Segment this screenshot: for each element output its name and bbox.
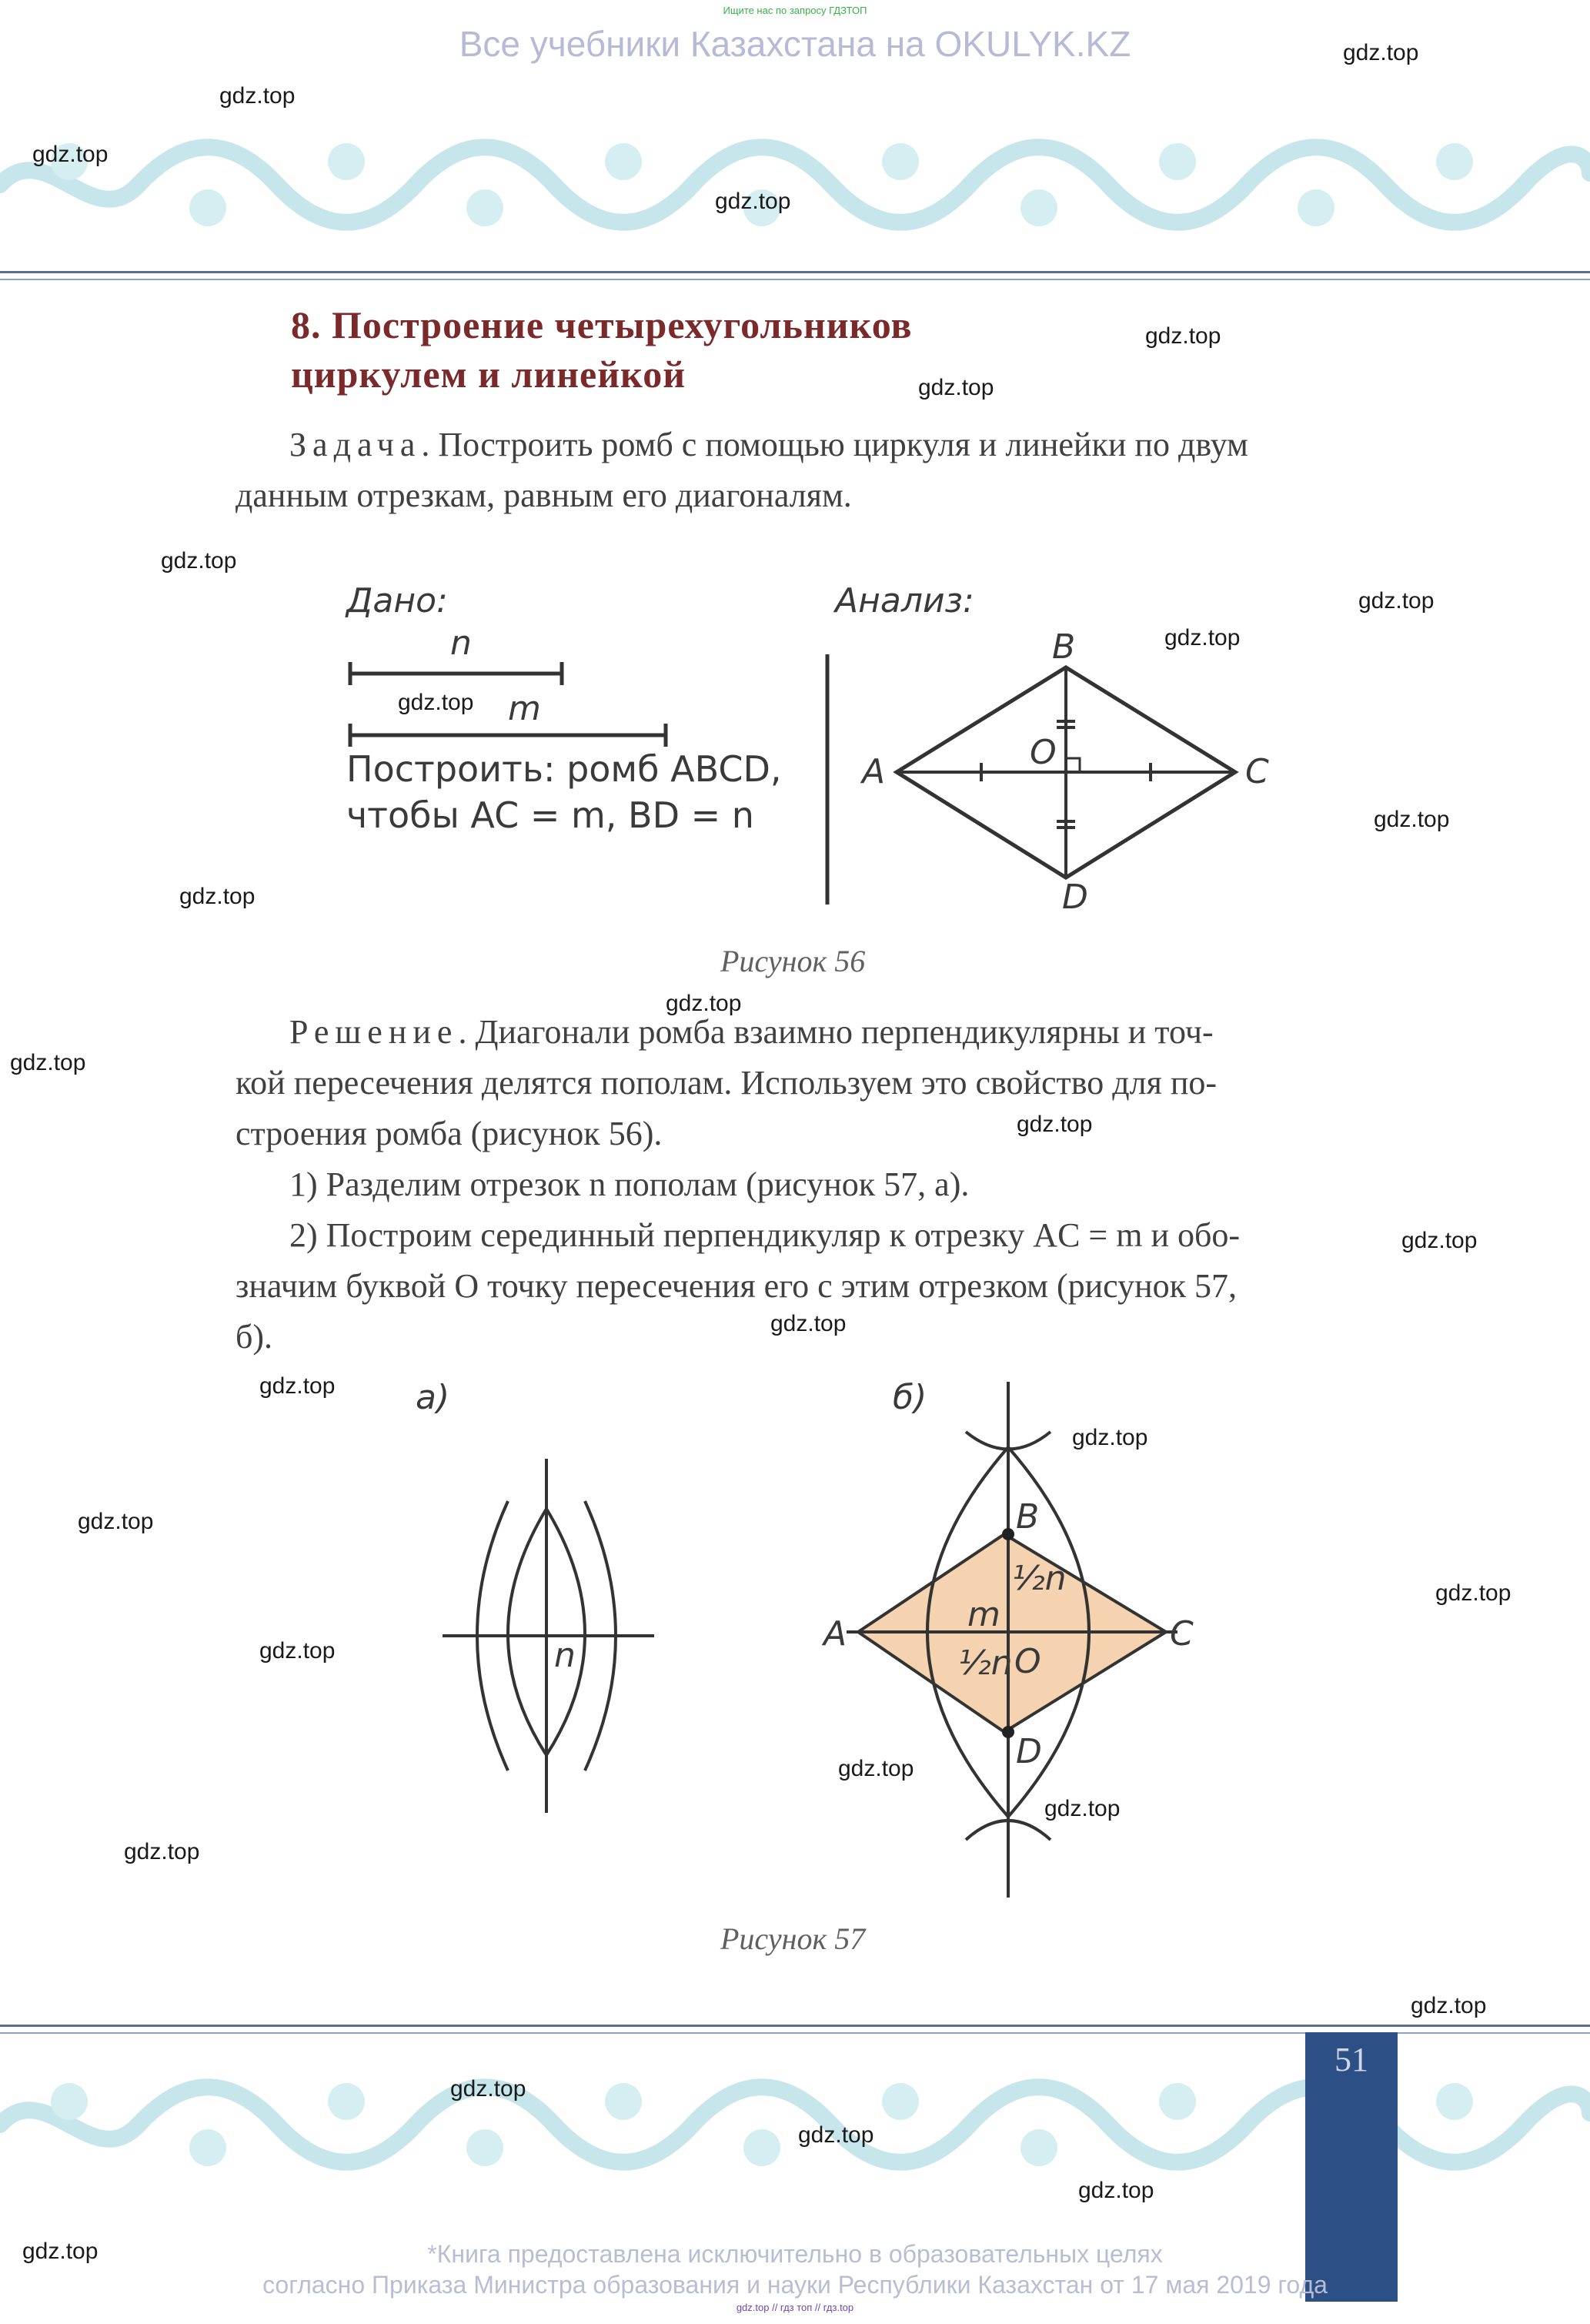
watermark[interactable]: gdz.top	[770, 1311, 847, 1336]
construct-line1: Построить: ромб ABCD,	[346, 748, 782, 790]
watermark[interactable]: gdz.top	[838, 1756, 914, 1781]
section-title-line2: циркулем и линейкой	[291, 353, 686, 396]
watermark[interactable]: gdz.top	[259, 1373, 336, 1399]
watermark[interactable]: gdz.top	[666, 991, 742, 1016]
watermark[interactable]: gdz.top	[450, 2076, 526, 2102]
half-n-top-label: ½n	[1012, 1559, 1067, 1598]
watermark[interactable]: gdz.top	[798, 2122, 874, 2148]
point-c-label-b: C	[1170, 1614, 1194, 1654]
solution-step1: 1) Разделим отрезок n пополам (рисунок 57, a).	[289, 1165, 970, 1203]
bottom-notice: gdz.top // гдз топ // гдз.top	[736, 2302, 854, 2313]
task-text-1: . Построить ромб с помощью циркуля и линейки по двум	[421, 426, 1248, 463]
footer-note-line2: согласно Приказа Министра образования и науки Республики Казахстан от 17 мая 2019 года	[262, 2271, 1328, 2299]
ornament-pattern-top	[0, 127, 1590, 242]
point-d-dot	[1002, 1726, 1014, 1738]
watermark[interactable]: gdz.top	[1401, 1228, 1478, 1253]
watermark[interactable]: gdz.top	[179, 884, 256, 909]
watermark[interactable]: gdz.top	[1072, 1425, 1148, 1450]
segment-n-label: n	[450, 624, 472, 663]
solution-step2-line1: 2) Построим серединный перпендикуляр к отрезку AC = m и обо-	[289, 1216, 1241, 1254]
watermark[interactable]: gdz.top	[78, 1509, 154, 1534]
point-a-label: A	[862, 752, 886, 791]
bottom-rule	[0, 2025, 1590, 2027]
top-rule	[0, 271, 1590, 273]
top-notice: Ищите нас по запросу ГДЗТОП	[723, 5, 867, 16]
point-d-label-b: D	[1016, 1732, 1042, 1771]
watermark[interactable]: gdz.top	[1078, 2178, 1154, 2203]
footer-note-line1: *Книга предоставлена исключительно в образовательных целях	[427, 2240, 1163, 2268]
point-b-label-b: B	[1016, 1497, 1040, 1537]
point-c-label: C	[1245, 752, 1269, 791]
top-rule-thin	[0, 279, 1590, 280]
watermark[interactable]: gdz.top	[32, 142, 109, 167]
watermark[interactable]: gdz.top	[1411, 1993, 1487, 2018]
watermark[interactable]: gdz.top	[398, 690, 474, 715]
task-paragraph	[235, 420, 1375, 521]
construct-line2: чтобы AC = m, BD = n	[346, 794, 754, 836]
watermark[interactable]: gdz.top	[10, 1050, 86, 1075]
watermark[interactable]: gdz.top	[918, 375, 994, 400]
solution-step2-line3: б).	[235, 1318, 273, 1356]
figure-57b-label: б)	[893, 1378, 927, 1417]
point-o-label: O	[1030, 733, 1057, 772]
task-label: Задача	[289, 426, 422, 463]
watermark[interactable]: gdz.top	[715, 189, 791, 214]
solution-paragraph	[235, 1007, 1375, 1363]
watermark[interactable]: gdz.top	[1044, 1796, 1121, 1821]
n-label-a: n	[554, 1636, 576, 1675]
solution-line3: строения ромба (рисунок 56).	[235, 1115, 663, 1152]
watermark[interactable]: gdz.top	[1145, 323, 1221, 349]
point-b-label: B	[1052, 627, 1076, 667]
solution-line1: . Диагонали ромба взаимно перпендикулярны и точ-	[458, 1013, 1214, 1051]
watermark[interactable]: gdz.top	[219, 83, 296, 109]
point-a-label-b: A	[823, 1614, 847, 1654]
figure-57-caption: Рисунок 57	[720, 1921, 866, 1956]
point-o-label-b: O	[1014, 1642, 1041, 1681]
watermark[interactable]: gdz.top	[22, 2239, 99, 2264]
watermark[interactable]: gdz.top	[161, 548, 237, 573]
solution-line2: кой пересечения делятся пополам. Используем это свойство для по-	[235, 1064, 1218, 1102]
solution-step2-line2: значим буквой O точку пересечения его с этим отрезком (рисунок 57,	[235, 1267, 1238, 1305]
watermark[interactable]: gdz.top	[1358, 588, 1435, 614]
watermark[interactable]: gdz.top	[259, 1638, 336, 1664]
figure-57	[416, 1366, 1285, 1921]
page-number: 51	[1334, 2041, 1368, 2078]
top-ornament-band	[0, 127, 1590, 242]
half-n-bottom-label: ½n	[958, 1644, 1013, 1683]
solution-label: Решение	[289, 1013, 459, 1051]
watermark[interactable]: gdz.top	[1017, 1112, 1093, 1137]
section-title-line1: 8. Построение четырехугольников	[291, 303, 913, 346]
watermark[interactable]: gdz.top	[1435, 1580, 1512, 1606]
figure-56-caption: Рисунок 56	[720, 944, 866, 978]
watermark[interactable]: gdz.top	[124, 1839, 200, 1864]
m-label-b: m	[967, 1595, 1000, 1634]
given-heading: Дано:	[346, 581, 448, 620]
section-title	[291, 300, 912, 399]
task-text-2: данным отрезкам, равным его диагоналям.	[235, 477, 852, 514]
point-d-label: D	[1062, 878, 1088, 917]
segment-m-label: m	[508, 689, 541, 728]
site-title[interactable]: Все учебники Казахстана на OKULYK.KZ	[459, 24, 1131, 64]
analysis-heading: Анализ:	[835, 581, 974, 620]
point-b-dot	[1002, 1528, 1014, 1540]
watermark[interactable]: gdz.top	[1343, 40, 1419, 65]
figure-57a-label: а)	[416, 1378, 450, 1417]
watermark[interactable]: gdz.top	[1374, 807, 1450, 832]
watermark[interactable]: gdz.top	[1164, 625, 1241, 650]
